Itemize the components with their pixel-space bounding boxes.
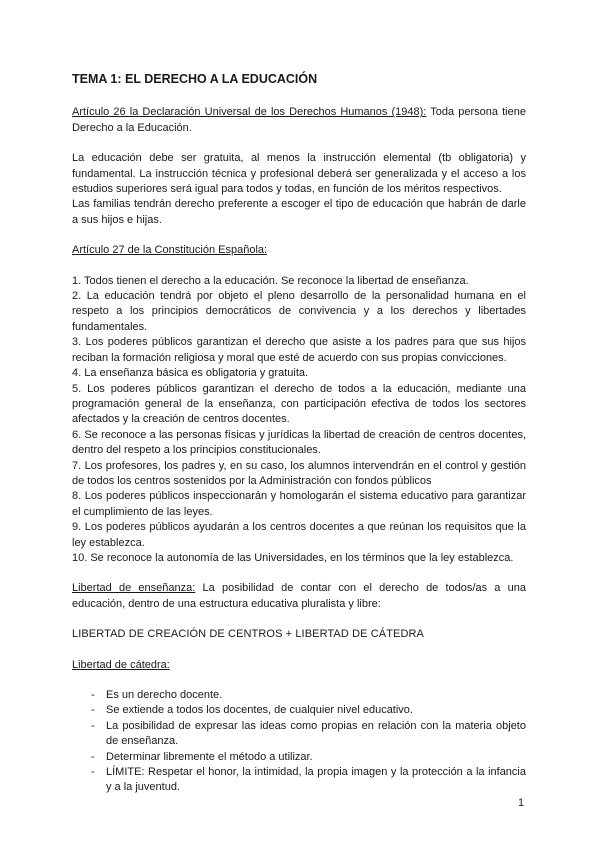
page-content [72,72,526,796]
list-item: - Es un derecho docente. [91,688,526,703]
article-27-label: Artículo 27 de la Constitución Española: [72,244,268,257]
page-title: TEMA 1: EL DERECHO A LA EDUCACIÓN [72,72,318,86]
article-26-paragraph [72,105,526,136]
list-item: - La posibilidad de expresar las ideas como propias en relación con la materia objeto de enseñanza. [91,719,526,750]
libertad-ensenanza-text: La posibilidad de contar con el derecho de todos/as a una educación, dentro de una estructura educativa pluralista y libre: [72,582,526,610]
libertad-ensenanza-label: Libertad de enseñanza: [72,582,196,595]
article-26-label: Artículo 26 la Declaración Universal de los Derechos Humanos (1948): [72,106,427,119]
list-item: 3. Los poderes públicos garantizan el derecho que asiste a los padres para que sus hijos reciban la formación religiosa y moral que esté de acuerdo con sus propias convicciones. [72,336,526,364]
education-paragraph: La educación debe ser gratuita, al menos la instrucción elemental (tb obligatoria) y fundamental. La instrucción técnica y profesional deberá ser generalizada y el acceso a los estudios superiores será igual para todos y todas, en función de los méritos respectivos. [72,152,526,196]
libertad-caps-line: LIBERTAD DE CREACIÓN DE CENTROS + LIBERTAD DE CÁTEDRA [72,628,424,641]
libertad-catedra-list [72,688,526,796]
libertad-catedra-heading [72,658,526,673]
list-item: 2. La educación tendrá por objeto el pleno desarrollo de la personalidad humana en el respeto a los principios democráticos de convivencia y a los derechos y libertades fundamentales. [72,290,526,333]
list-item: 8. Los poderes públicos inspeccionarán y homologarán el sistema educativo para garantizar el cumplimiento de las leyes. [72,490,526,518]
article-27-heading [72,243,526,258]
list-item: 4. La enseñanza básica es obligatoria y gratuita. [72,367,309,380]
list-item: 6. Se reconoce a las personas físicas y jurídicas la libertad de creación de centros docentes, dentro del respeto a los principios constitucionales. [72,428,526,457]
article-27-list [72,274,526,567]
article-26-text: Toda persona tiene Derecho a la Educación. [72,106,526,134]
libertad-catedra-label: Libertad de cátedra: [72,658,170,671]
families-paragraph: Las familias tendrán derecho preferente a escoger el tipo de educación que habrán de darle a sus hijos e hijas. [72,198,526,226]
list-item: - Determinar libremente el método a utilizar. [91,750,526,765]
list-item: 10. Se reconoce la autonomía de las Universidades, en los términos que la ley establezca. [72,551,514,564]
list-item: 1. Todos tienen el derecho a la educación. Se reconoce la libertad de enseñanza. [72,274,469,287]
libertad-ensenanza-paragraph [72,581,526,612]
list-item: - Se extiende a todos los docentes, de cualquier nivel educativo. [91,703,526,718]
list-item: - LÍMITE: Respetar el honor, la intimidad, la propia imagen y la protección a la infancia y a la juventud. [91,765,526,796]
list-item: 7. Los profesores, los padres y, en su caso, los alumnos intervendrán en el control y gestión de todos los centros sostenidos por la Administración con fondos públicos [72,459,526,487]
list-item: 5. Los poderes públicos garantizan el derecho de todos a la educación, mediante una programación general de la enseñanza, con participación efectiva de todos los sectores afectados y la creación de centros docentes. [72,382,526,426]
list-item: 9. Los poderes públicos ayudarán a los centros docentes a que reúnan los requisitos que la ley establezca. [72,521,526,549]
page-number: 1 [518,797,525,809]
